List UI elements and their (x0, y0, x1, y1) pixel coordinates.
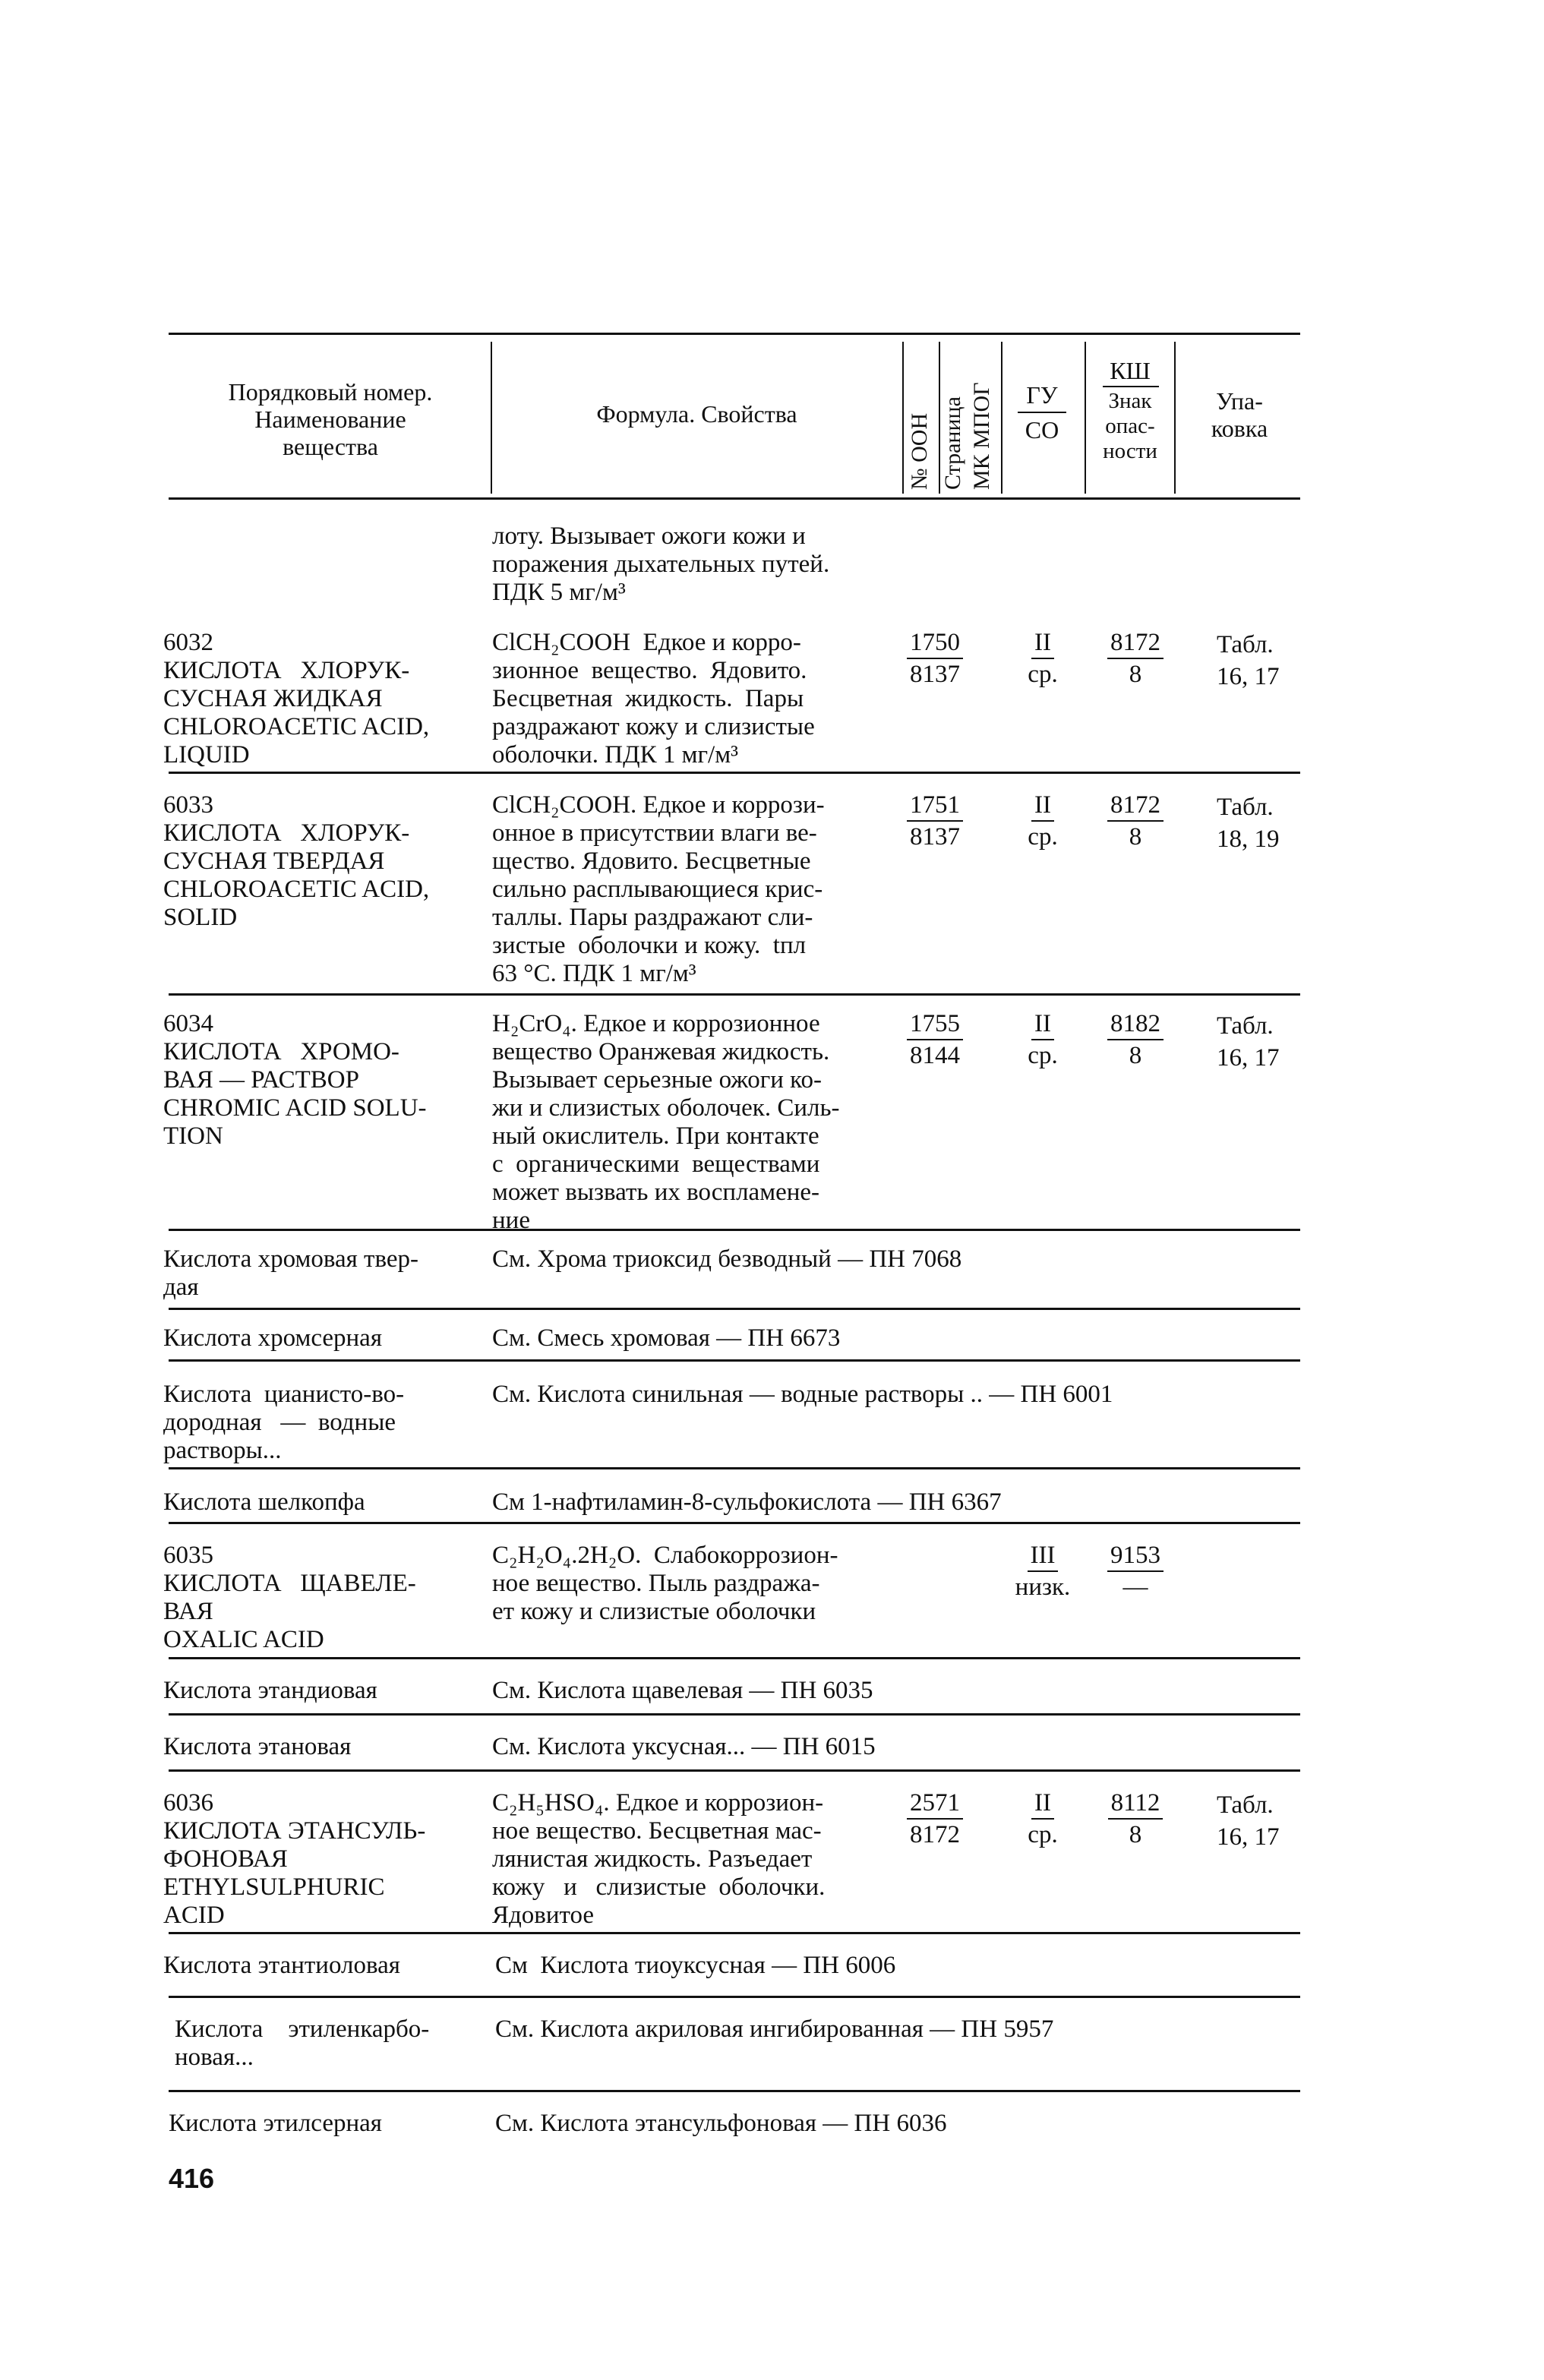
entry-6036-ksh-sign: $\frac{8112}{8}$ (1094, 1788, 1177, 1850)
ref-name: Кислота этантиоловая (163, 1952, 400, 1979)
header-gu: ГУ (1026, 381, 1058, 409)
entry-6036-un-page: $\frac{2571}{8172}$ (893, 1788, 977, 1850)
header-top-rule (169, 333, 1300, 335)
row-rule (169, 1769, 1300, 1772)
header-divider (902, 342, 904, 494)
entry-6032-packing: Табл. 16, 17 (1217, 631, 1280, 690)
entry-6033-gu-so: II ср. (1028, 791, 1058, 851)
header-bottom-rule (169, 497, 1300, 500)
entry-6033-name: 6033 КИСЛОТА ХЛОРУК- СУСНАЯ ТВЕРДАЯ CHLOROACETIC ACID, SOLID (163, 791, 430, 931)
header-name-column: Порядковый номер. Наименование вещества (228, 378, 433, 460)
entry-6035-properties: C₂H₂O₄.2H₂O. Слабокоррозион- ное вещество. Пыль раздража- ет кожу и слизистые оболочки (492, 1542, 838, 1625)
ref-name: Кислота цианисто-во- дородная — водные растворы... (163, 1381, 405, 1464)
ref-target: См. Кислота этансульфоновая — ПН 6036 (495, 2110, 947, 2137)
header-ksh-rule (1103, 386, 1159, 387)
header-divider (1085, 342, 1086, 494)
entry-6033-properties: ClCH₂COOH. Едкое и коррози- онное в присутствии влаги ве- щество. Ядовито. Бесцветные сильно расплывающиеся крис- таллы. Пары раздражают сли- зистые оболочки и кожу. tпл 63 °С. ПДК 1 мг/м³ (492, 791, 825, 987)
header-gu-rule (1018, 412, 1066, 413)
entry-6034-gu-so: II ср. (1028, 1010, 1058, 1069)
header-page: Страница (940, 396, 965, 490)
header-packing: Упа- ковка (1211, 387, 1268, 442)
ref-target: См 1-нафтиламин-8-сульфокислота — ПН 6367 (492, 1488, 1002, 1516)
entry-6032-gu-so: II ср. (1028, 629, 1058, 688)
page-number: 416 (169, 2163, 215, 2194)
ref-name: Кислота этилсерная (169, 2110, 382, 2137)
ref-name: Кислота этиленкарбо- новая... (175, 2015, 430, 2071)
row-rule (169, 1308, 1300, 1310)
header-ksh: КШ (1110, 357, 1151, 384)
row-rule (169, 1996, 1300, 1998)
header-hazard-sign: Знак опас- ности (1103, 389, 1157, 463)
entry-6034-ksh-sign: $\frac{8182}{8}$ (1094, 1009, 1177, 1071)
header-divider (1174, 342, 1176, 494)
entry-6035-ksh-sign: 9153 — (1094, 1540, 1177, 1602)
entry-6035-name: 6035 КИСЛОТА ЩАВЕЛЕ- ВАЯ OXALIC ACID (163, 1542, 416, 1653)
header-mk: МК МПОГ (969, 382, 994, 490)
row-rule (169, 1932, 1300, 1934)
entry-6034-packing: Табл. 16, 17 (1217, 1012, 1280, 1072)
entry-6034-un-page: $\frac{1755}{8144}$ (893, 1009, 977, 1071)
row-rule (169, 772, 1300, 774)
entry-6032-name: 6032 КИСЛОТА ХЛОРУК- СУСНАЯ ЖИДКАЯ CHLOROACETIC ACID, LIQUID (163, 629, 430, 769)
entry-6034-name: 6034 КИСЛОТА ХРОМО- ВАЯ — РАСТВОР CHROMIC ACID SOLU- TION (163, 1010, 427, 1150)
ref-name: Кислота хромсерная (163, 1324, 383, 1352)
entry-6035-gu-so: III низк. (1015, 1542, 1071, 1601)
continuation-text: лоту. Вызывает ожоги кожи и поражения дыхательных путей. ПДК 5 мг/м³ (492, 522, 830, 606)
entry-6036-packing: Табл. 16, 17 (1217, 1791, 1280, 1851)
entry-6036-properties: C₂H₅HSO₄. Едкое и коррозион- ное вещество. Бесцветная мас- лянистая жидкость. Разъедает кожу и слизистые оболочки. Ядовитое (492, 1789, 826, 1929)
row-rule (169, 1359, 1300, 1362)
header-formula-column: Формула. Свойства (596, 400, 797, 428)
entry-6033-ksh-sign: $\frac{8172}{8}$ (1094, 790, 1177, 852)
header-divider (1001, 342, 1002, 494)
ref-target: См. Кислота щавелевая — ПН 6035 (492, 1677, 873, 1704)
header-un-number: № ООН (907, 412, 932, 490)
row-rule (169, 1229, 1300, 1231)
header-divider (491, 342, 492, 494)
row-rule (169, 1467, 1300, 1469)
row-rule (169, 1522, 1300, 1524)
ref-name: Кислота этановая (163, 1733, 352, 1760)
entry-6033-packing: Табл. 18, 19 (1217, 794, 1280, 853)
ref-target: См. Кислота акриловая ингибированная — ПН 5957 (495, 2015, 1054, 2043)
entry-6032-un-page: $\frac{1750}{8137}$ (893, 627, 977, 690)
row-rule (169, 1713, 1300, 1716)
row-rule (169, 1657, 1300, 1659)
ref-name: Кислота хромовая твер- дая (163, 1245, 418, 1301)
ref-name: Кислота шелкопфа (163, 1488, 365, 1516)
header-so: СО (1025, 416, 1059, 443)
ref-name: Кислота этандиовая (163, 1677, 377, 1704)
entry-6032-properties: ClCH₂COOH Едкое и корро- зионное вещество. Ядовито. Бесцветная жидкость. Пары раздражают кожу и слизистые оболочки. ПДК 1 мг/м³ (492, 629, 815, 769)
ref-target: См. Хрома триоксид безводный — ПН 7068 (492, 1245, 962, 1273)
ref-target: См. Кислота синильная — водные растворы .. — ПН 6001 (492, 1381, 1113, 1408)
ref-target: См Кислота тиоуксусная — ПН 6006 (495, 1952, 896, 1979)
ref-target: См. Кислота уксусная... — ПН 6015 (492, 1733, 876, 1760)
entry-6036-gu-so: II ср. (1028, 1789, 1058, 1848)
entry-6034-properties: H₂CrO₄. Едкое и коррозионное вещество Оранжевая жидкость. Вызывает серьезные ожоги ко- жи и слизистых оболочек. Силь- ный окислитель. При контакте с органическими веществами может вызвать их воспламене- ние (492, 1010, 840, 1234)
entry-6032-ksh-sign: $\frac{8172}{8}$ (1094, 627, 1177, 690)
entry-6036-name: 6036 КИСЛОТА ЭТАНСУЛЬ- ФОНОВАЯ ETHYLSULPHURIC ACID (163, 1789, 426, 1929)
row-rule (169, 993, 1300, 996)
entry-6033-un-page: $\frac{1751}{8137}$ (893, 790, 977, 852)
row-rule (169, 2090, 1300, 2092)
ref-target: См. Смесь хромовая — ПН 6673 (492, 1324, 841, 1352)
